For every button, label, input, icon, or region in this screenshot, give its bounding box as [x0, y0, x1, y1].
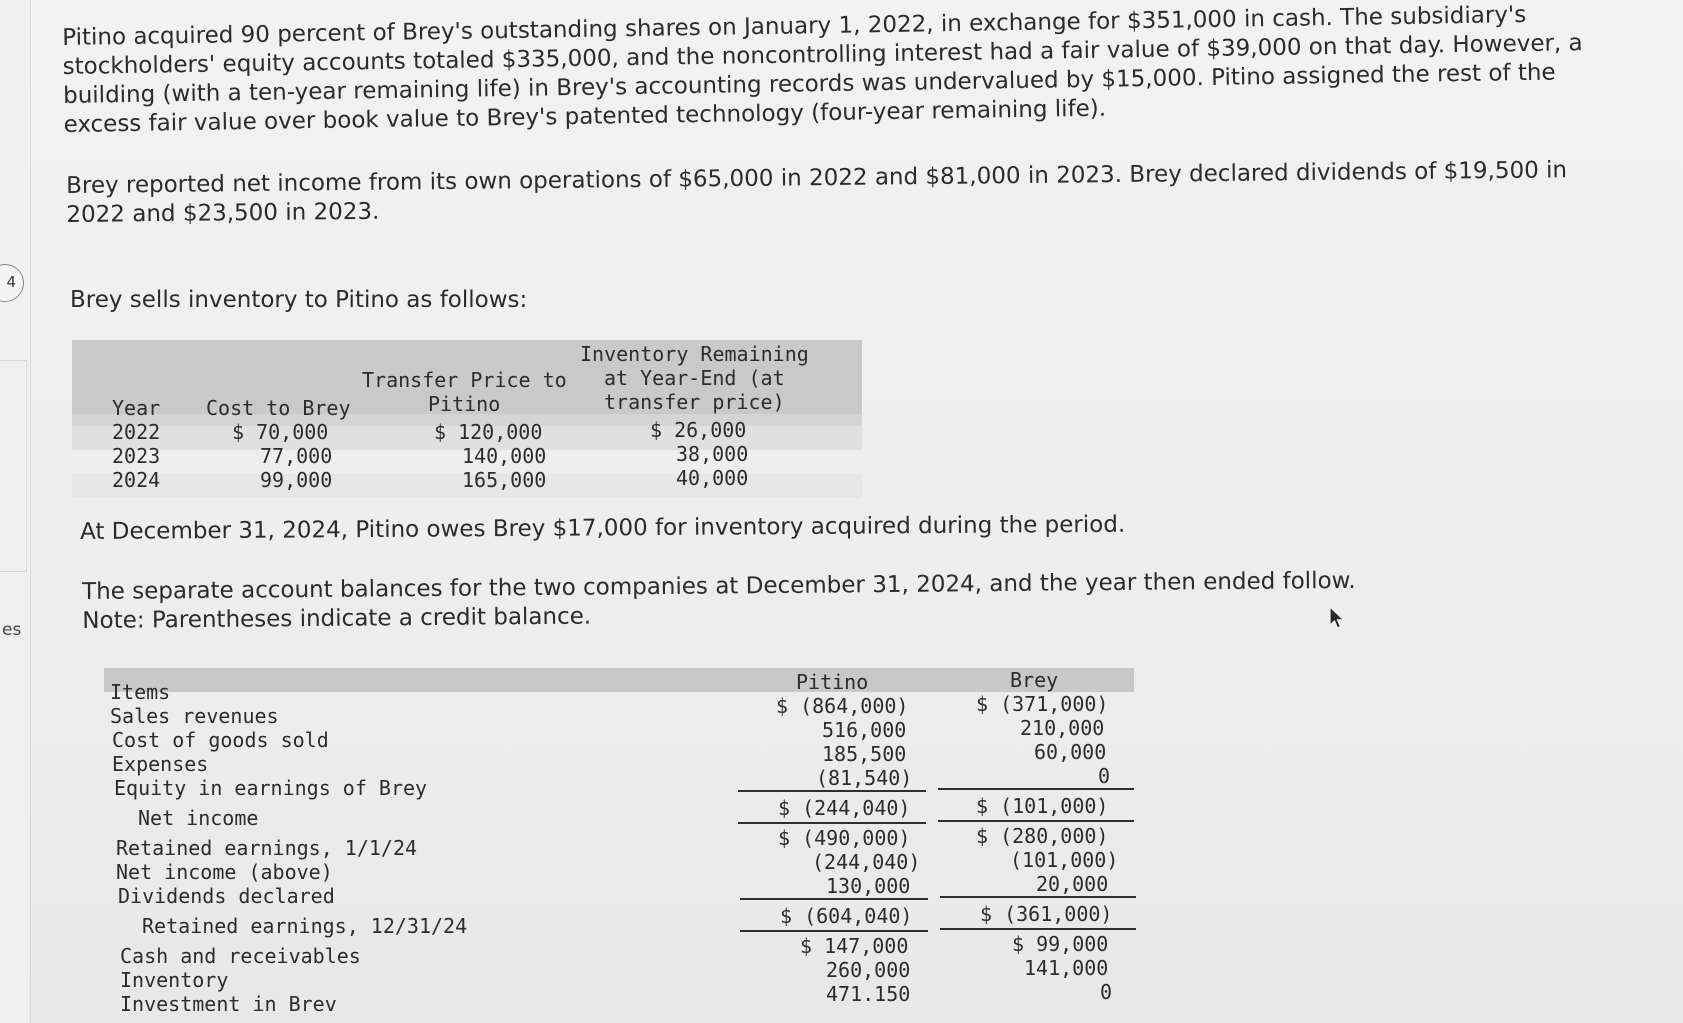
row-cogs-pitino: 516,000 — [822, 718, 907, 742]
row-equity-label: Equity in earnings of Brey — [114, 776, 428, 800]
badge-label: 4 — [6, 273, 16, 291]
inventory-table — [72, 340, 862, 500]
row-investment-brey: 0 — [1100, 980, 1113, 1004]
row-expenses-label: Expenses — [112, 752, 209, 776]
row-2022-cost: $ 70,000 — [232, 420, 329, 444]
rule-pitino-netincome — [738, 790, 926, 792]
row-sales-label: Sales revenues — [110, 704, 279, 728]
row-re-end-pitino: $ (604,040) — [780, 904, 913, 928]
rule-pitino-assets — [740, 930, 928, 932]
row-netincome-pitino: $ (244,040) — [778, 796, 911, 820]
row-2023-year: 2023 — [112, 444, 161, 468]
header-cost: Cost to Brey — [206, 396, 351, 420]
row-2024-transfer: 165,000 — [462, 468, 547, 492]
balances-table — [104, 668, 1134, 1023]
row-equity-pitino: (81,540) — [816, 766, 913, 790]
balances-intro-line: The separate account balances for the two companies at December 31, 2024, and the year then ended follow. — [82, 567, 1356, 605]
row-2023-remaining: 38,000 — [676, 442, 749, 466]
row-2024-cost: 99,000 — [260, 468, 333, 492]
header-remaining-line3: transfer price) — [604, 390, 785, 414]
rule-pitino-re-end — [740, 898, 928, 900]
header-items: Items — [110, 680, 171, 704]
sidebar-es-label: es — [2, 620, 22, 640]
row-2023-transfer: 140,000 — [462, 444, 547, 468]
rule-brey-assets — [940, 928, 1136, 930]
row-2022-year: 2022 — [112, 420, 161, 444]
header-brey: Brey — [1010, 668, 1059, 692]
paragraph-net-income: Brey reported net income from its own operations of $65,000 in 2022 and $81,000 in 2023. Brey declared dividends of $19,500 in 2022 and $23,500 in 2023. — [66, 157, 1568, 228]
row-equity-brey: 0 — [1098, 764, 1111, 788]
rule-brey-netincome — [938, 788, 1134, 790]
row-dividends-label: Dividends declared — [118, 884, 335, 908]
row-re-begin-brey: $ (280,000) — [976, 824, 1109, 848]
row-2022-transfer: $ 120,000 — [434, 420, 543, 444]
row-inventory-pitino: 260,000 — [826, 958, 911, 982]
row-dividends-pitino: 130,000 — [826, 874, 911, 898]
row-2024-remaining: 40,000 — [676, 466, 749, 490]
paragraph-acquisition: Pitino acquired 90 percent of Brey's outstanding shares on January 1, 2022, in exchange for $351,000 in cash. The subsidiary's stockholders' equity accounts totaled $335,000, and the noncontrolling interest had a fair value of $39,000 on that day. However, a building (with a ten-year remaining life) in Brey's accounting records was undervalued by $15,000. Pitino assigned the rest of the excess fair value over book value to Brey's patented technology (four-year remaining life). — [62, 2, 1583, 138]
rule-brey-re — [938, 820, 1134, 822]
row-2022-remaining: $ 26,000 — [650, 418, 747, 442]
row-cash-pitino: $ 147,000 — [800, 934, 909, 958]
row-re-begin-pitino: $ (490,000) — [778, 826, 911, 850]
header-transfer-line1: Transfer Price to — [362, 368, 567, 392]
paragraph-owes: At December 31, 2024, Pitino owes Brey $17,000 for inventory acquired during the period. — [80, 511, 1126, 545]
row-re-end-label: Retained earnings, 12/31/24 — [142, 914, 468, 938]
rule-pitino-re — [738, 822, 926, 824]
row-investment-pitino: 471.150 — [826, 982, 911, 1006]
header-remaining-line2: at Year-End (at — [604, 366, 785, 390]
row-ni-above-pitino: (244,040) — [812, 850, 921, 874]
header-remaining-line1: Inventory Remaining — [580, 342, 809, 366]
paragraph-balances-intro — [82, 567, 1382, 636]
balances-header-background — [104, 668, 1134, 692]
row-ni-above-brey: (101,000) — [1010, 848, 1119, 872]
row-cogs-brey: 210,000 — [1020, 716, 1105, 740]
row-expenses-pitino: 185,500 — [822, 742, 907, 766]
rule-brey-re-end — [940, 896, 1136, 898]
header-transfer-line2: Pitino — [428, 392, 501, 416]
row-re-end-brey: $ (361,000) — [980, 902, 1113, 926]
row-re-begin-label: Retained earnings, 1/1/24 — [116, 836, 418, 860]
row-inventory-brey: 141,000 — [1024, 956, 1109, 980]
row-2024-year: 2024 — [112, 468, 161, 492]
row-2023-cost: 77,000 — [260, 444, 333, 468]
mouse-cursor-icon — [1328, 606, 1348, 632]
row-ni-above-label: Net income (above) — [116, 860, 333, 884]
header-pitino: Pitino — [796, 670, 869, 694]
row-cogs-label: Cost of goods sold — [112, 728, 329, 752]
paragraph-inventory-intro: Brey sells inventory to Pitino as follows: — [70, 287, 528, 313]
row-netincome-label: Net income — [138, 806, 259, 830]
row-expenses-brey: 60,000 — [1034, 740, 1107, 764]
row-cash-label: Cash and receivables — [120, 944, 361, 968]
row-sales-brey: $ (371,000) — [976, 692, 1109, 716]
left-sidebar — [0, 0, 31, 1023]
credit-balance-note: Note: Parentheses indicate a credit balance. — [82, 603, 592, 634]
row-sales-pitino: $ (864,000) — [776, 694, 909, 718]
row-netincome-brey: $ (101,000) — [976, 794, 1109, 818]
row-dividends-brey: 20,000 — [1036, 872, 1109, 896]
row-inventory-label: Inventory — [120, 968, 229, 992]
row-cash-brey: $ 99,000 — [1012, 932, 1109, 956]
sidebar-panel — [0, 360, 27, 572]
row-investment-label: Investment in Brev — [120, 992, 337, 1016]
header-year: Year — [112, 396, 161, 420]
